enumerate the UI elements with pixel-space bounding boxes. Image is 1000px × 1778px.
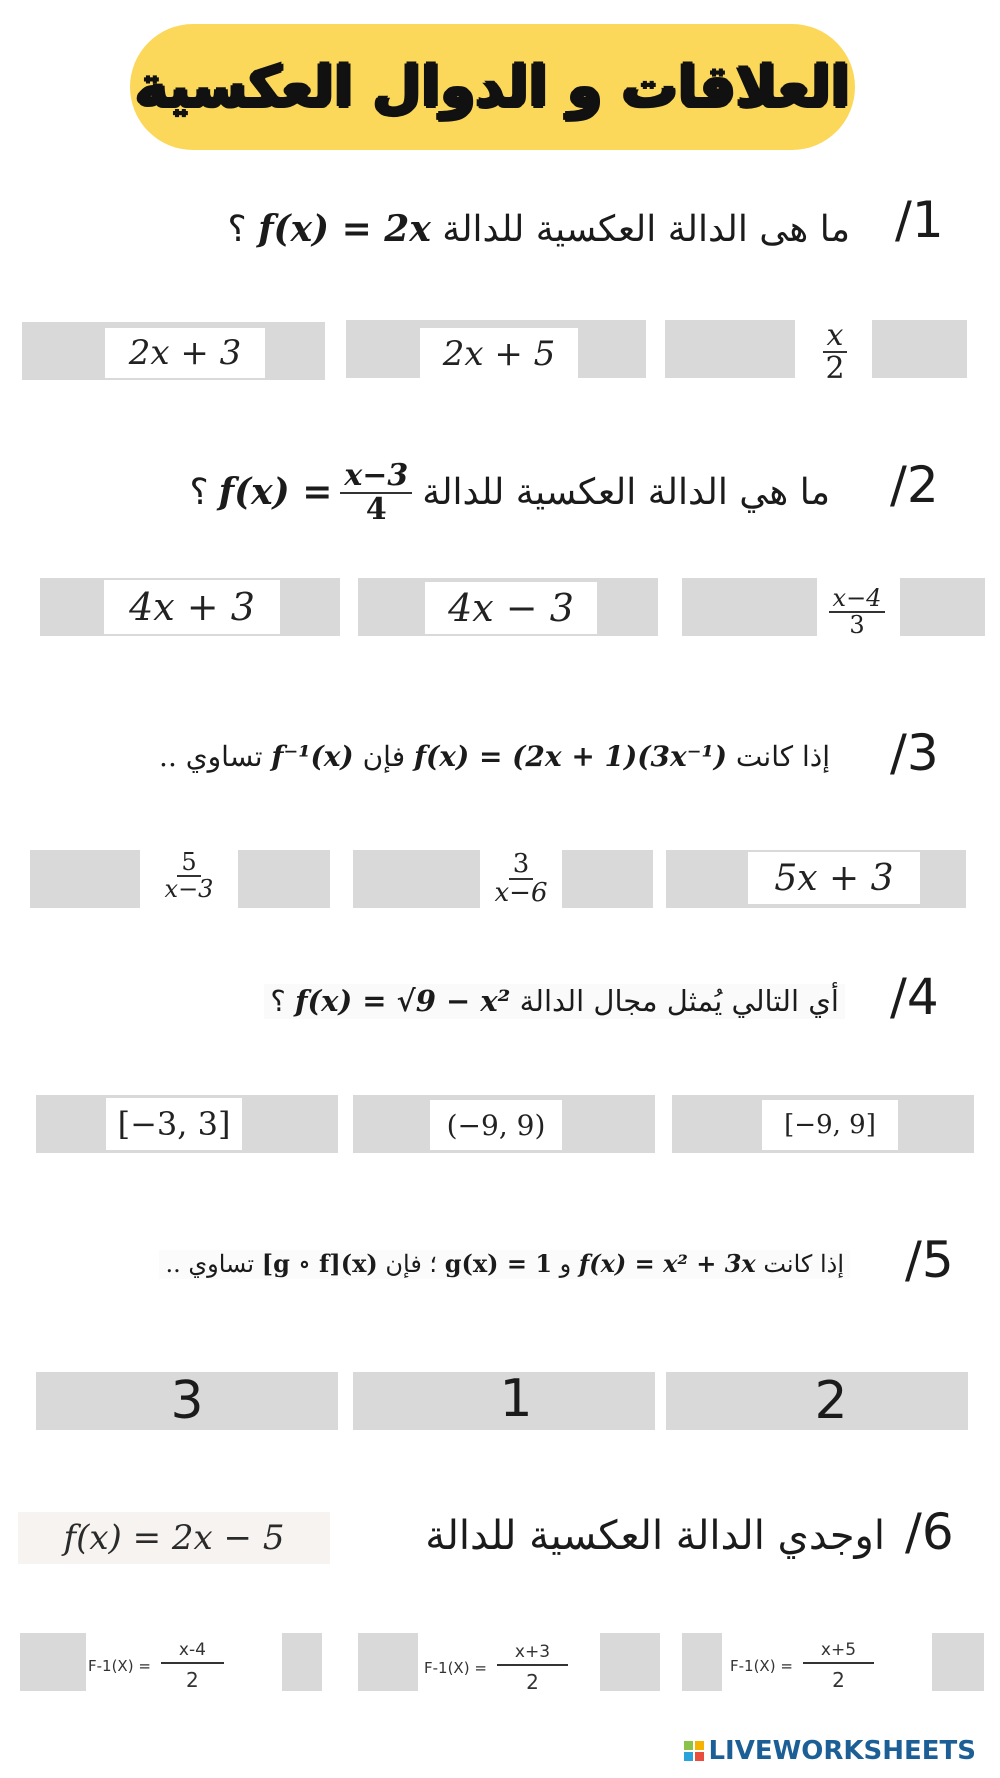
q5-option-1[interactable]: 3 [170,1371,204,1431]
question-2-math-numerator: x−3 [340,460,412,494]
q4-option-2-label: (−9, 9) [446,1108,546,1142]
q2-option-2[interactable] [425,582,597,634]
question-5-prefix: إذا كانت [763,1250,844,1278]
question-5-middle: ؛ فإن [385,1250,438,1278]
q1-option-2-label: 2x + 5 [442,334,556,374]
question-3-prefix: إذا كانت [735,740,830,773]
liveworksheets-wordmark: LIVEWORKSHEETS [708,1736,976,1766]
question-2-number: /2 [890,456,939,514]
question-5-text [159,1250,850,1279]
question-3-middle: فإن [362,740,406,773]
question-4-prefix: أي التالي يُمثل مجال الدالة [519,984,839,1018]
question-5-math3: [g ∘ f](x) [261,1249,378,1278]
q3-option-1-denominator: x−3 [164,875,214,903]
question-2-math-lhs: f(x) = [218,470,333,513]
q6-option-2-slot-left[interactable] [358,1633,418,1691]
question-6-number: /6 [905,1503,954,1561]
question-3-number: /3 [890,724,939,782]
question-3-suffix: تساوي .. [159,740,263,773]
question-5-and: و [559,1250,572,1278]
q6-option-1-denominator: 2 [186,1668,199,1692]
q6-option-1-numerator: x-4 [161,1640,224,1664]
q3-option-2[interactable] [480,842,562,916]
q6-option-1-slot-right[interactable] [282,1633,322,1691]
worksheet-title: العلاقات و الدوال العكسية [130,24,855,150]
q3-option-1[interactable] [140,842,238,910]
q6-option-3[interactable] [730,1630,930,1702]
q4-option-1-label: [−3, 3] [117,1105,231,1143]
question-5-number: /5 [905,1231,954,1289]
question-2-math-denominator: 4 [365,491,387,527]
q1-option-3-slot-right[interactable] [872,320,967,378]
q2-option-3-slot-left[interactable] [682,578,817,636]
question-1-math: f(x) = 2x [258,208,431,250]
q6-option-1[interactable] [88,1630,280,1702]
q6-option-1-lhs: F-1(X) = [88,1657,151,1675]
question-4-math: f(x) = √9 − x² [294,984,511,1018]
q2-option-1[interactable] [104,580,280,634]
liveworksheets-logo [684,1736,976,1766]
q6-option-2-lhs: F-1(X) = [424,1659,487,1677]
q1-option-3-slot-left[interactable] [665,320,795,378]
q1-option-2[interactable] [420,328,578,380]
question-4-suffix: ؟ [270,984,286,1018]
q3-option-3[interactable] [748,852,920,904]
question-4-number: /4 [890,968,939,1026]
q2-option-3-denominator: 3 [849,611,865,639]
question-1-prefix: ما هى الدالة العكسية للدالة [442,209,850,250]
question-5-suffix: تساوي .. [165,1250,255,1278]
q5-option-2[interactable]: 1 [499,1369,533,1429]
question-1-suffix: ؟ [227,209,247,250]
question-3-math2: f⁻¹(x) [271,740,354,773]
q6-option-2[interactable] [424,1628,596,1708]
q3-option-1-numerator: 5 [177,850,200,877]
question-2-prefix: ما هي الدالة العكسية للدالة [422,471,830,513]
question-5-math: f(x) = x² + 3x [578,1249,756,1278]
q1-option-3-denominator: 2 [825,351,845,386]
question-6-math: f(x) = 2x − 5 [63,1518,285,1558]
question-1-text [228,208,851,251]
question-6-math-box [18,1512,330,1564]
question-1-number: /1 [895,191,944,249]
q2-option-3-numerator: x−4 [829,586,886,613]
liveworksheets-mark-icon [684,1741,704,1761]
question-2-suffix: ؟ [189,471,209,513]
question-3-text [159,740,830,774]
q6-option-2-numerator: x+3 [497,1642,568,1666]
question-5-math2: g(x) = 1 [444,1249,553,1278]
q6-option-3-lhs: F-1(X) = [730,1657,793,1675]
q4-option-1[interactable] [106,1098,242,1150]
q6-option-3-slot-left[interactable] [682,1633,722,1691]
q2-option-3-slot-right[interactable] [900,578,985,636]
question-6-prefix: اوجدي الدالة العكسية للدالة [425,1513,885,1559]
q1-option-3[interactable] [800,312,870,392]
question-2-text [190,460,830,525]
q6-option-2-slot-right[interactable] [600,1633,660,1691]
q2-option-2-label: 4x − 3 [448,586,574,630]
q2-option-3[interactable] [818,582,896,642]
q3-option-3-label: 5x + 3 [774,857,894,899]
q4-option-2[interactable] [430,1100,562,1150]
q6-option-2-denominator: 2 [526,1670,539,1694]
question-4-text [264,984,845,1019]
q6-option-3-numerator: x+5 [803,1640,874,1664]
q6-option-3-slot-right[interactable] [932,1633,984,1691]
q3-option-2-numerator: 3 [509,851,534,880]
q4-option-3-label: [−9, 9] [784,1110,876,1140]
q3-option-2-denominator: x−6 [494,878,548,908]
q6-option-3-denominator: 2 [832,1668,845,1692]
question-3-math: f(x) = (2x + 1)(3x⁻¹) [413,740,728,773]
q1-option-1[interactable] [105,328,265,378]
q5-option-3[interactable]: 2 [814,1371,848,1431]
q6-option-1-slot-left[interactable] [20,1633,86,1691]
q2-option-1-label: 4x + 3 [129,585,255,629]
q1-option-1-label: 2x + 3 [128,333,242,373]
question-2-math [219,460,413,525]
q4-option-3[interactable] [762,1100,898,1150]
q1-option-3-numerator: x [823,320,848,354]
